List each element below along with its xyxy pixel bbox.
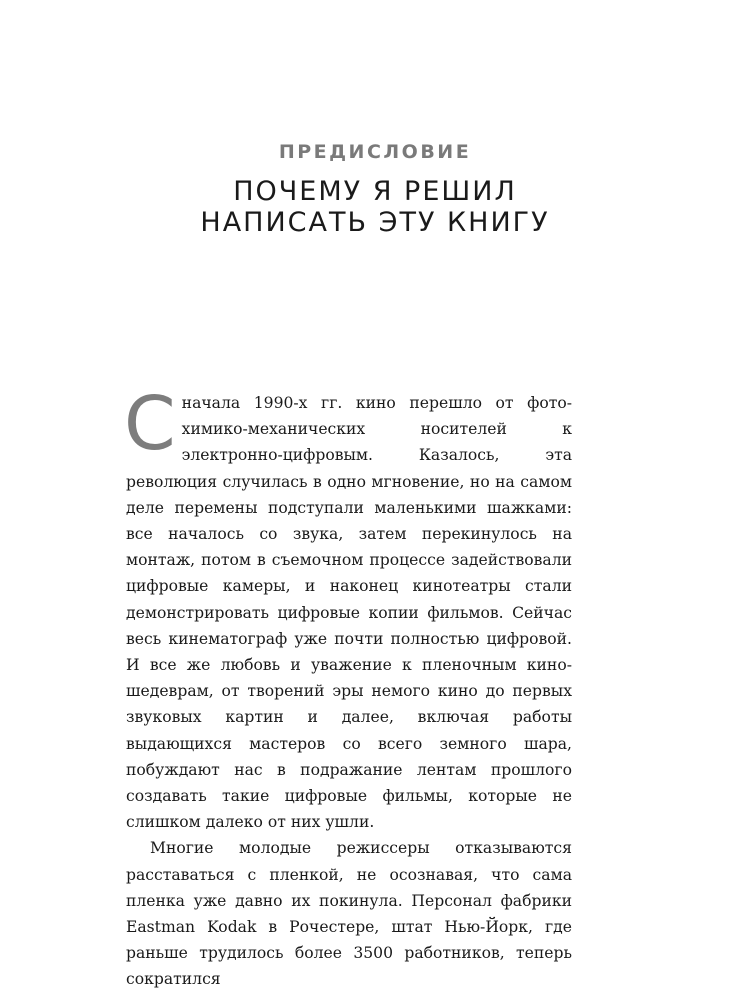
chapter-kicker: ПРЕДИСЛОВИЕ xyxy=(278,141,472,163)
chapter-title-line-2: НАПИСАТЬ ЭТУ КНИГУ xyxy=(200,207,550,238)
paragraph-2: Многие молодые режиссеры отказываются расставаться с пленкой, не осознавая, что сама пленка уже давно их покинула. Персонал фабрики Eastman Kodak в Рочестере, штат Нью-Йорк, где раньше трудилось более 3500 работников, теперь сократился xyxy=(126,839,572,989)
body-text xyxy=(124,381,572,993)
paragraph-1 xyxy=(124,381,572,835)
chapter-title xyxy=(0,176,750,238)
chapter-title-line-1: ПОЧЕМУ Я РЕШИЛ xyxy=(233,176,517,207)
paragraph-1-text: начала 1990-х гг. кино перешло от фото-химико-механических носителей к электронно-цифровым. Казалось, эта революция случилась в одно мгновение, но на самом деле перемены подступали маленькими шажками: все началось со звука, затем перекинулось на монтаж, потом в съемочном процессе задействовали цифровые камеры, и наконец кинотеатры стали демонстрировать цифровые копии фильмов. Сейчас весь кинематограф уже почти полностью цифровой. И все же любовь и уважение к пленочным кино-шедеврам, от творений эры немого кино до первых звуковых картин и далее, включая работы выдающихся мастеров со всего земного шара, побуждают нас в подражание лентам прошлого создавать такие цифровые фильмы, которые не слишком далеко от них ушли. xyxy=(126,394,572,832)
drop-cap: С xyxy=(124,381,176,467)
